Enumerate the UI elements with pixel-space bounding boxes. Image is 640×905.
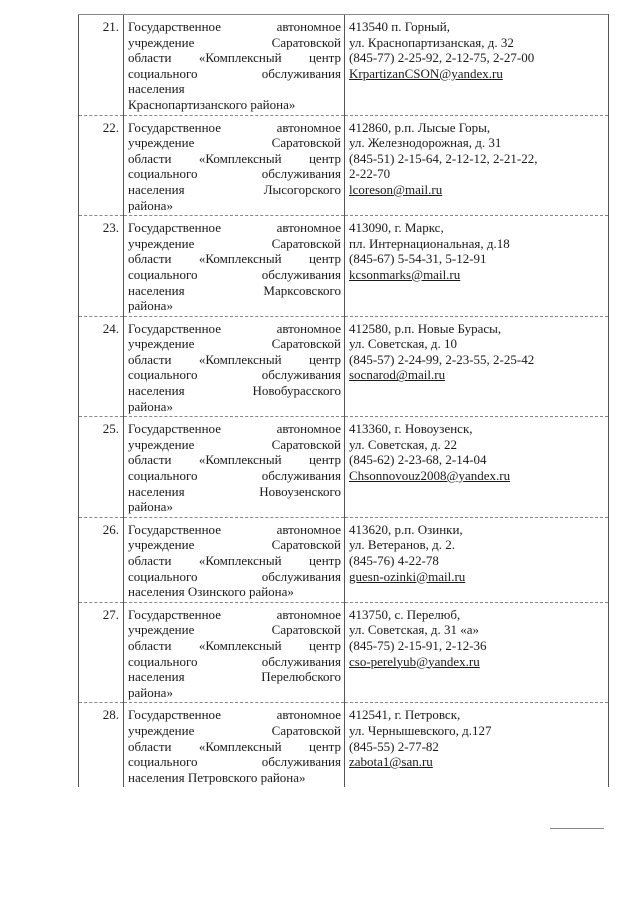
- contact-info-cell: [345, 517, 609, 602]
- contact-line: (845-77) 2-25-92, 2-12-75, 2-27-00: [349, 50, 535, 66]
- contact-line: ул. Краснопартизанская, д. 32: [349, 34, 514, 50]
- organization-name-line: района»: [128, 499, 173, 515]
- email-link[interactable]: guesn-ozinki@mail.ru: [349, 568, 466, 584]
- row-number: 24.: [79, 316, 124, 417]
- organization-name-line: области «Комплексный центр: [128, 150, 341, 166]
- organization-name-line: учреждение Саратовской: [128, 622, 341, 638]
- organization-name-line: Государственное автономное: [128, 421, 341, 437]
- organization-name-line: Государственное автономное: [128, 119, 341, 135]
- contact-line: (845-55) 2-77-82: [349, 738, 439, 754]
- contact-line: 413750, с. Перелюб,: [349, 606, 461, 622]
- email-link[interactable]: zabota1@san.ru: [349, 754, 433, 770]
- row-number: 22.: [79, 115, 124, 216]
- organization-name-line: населения Новоузенского: [128, 483, 341, 499]
- contact-line: 413540 п. Горный,: [349, 19, 450, 34]
- contact-info-cell: [345, 216, 609, 317]
- organization-name-line: социального обслуживания: [128, 468, 341, 484]
- contact-line: ул. Ветеранов, д. 2.: [349, 537, 456, 553]
- table-row: [79, 115, 609, 216]
- organization-name-line: Государственное автономное: [128, 19, 341, 34]
- contact-line: ул. Советская, д. 22: [349, 436, 458, 452]
- organization-name-line: учреждение Саратовской: [128, 235, 341, 251]
- organization-name-line: Государственное автономное: [128, 320, 341, 336]
- contact-line: ул. Чернышевского, д.127: [349, 722, 492, 738]
- organization-name-cell: [124, 15, 345, 116]
- organization-name-line: Государственное автономное: [128, 707, 341, 723]
- organization-name-line: социального обслуживания: [128, 653, 341, 669]
- contact-line: ул. Железнодорожная, д. 31: [349, 135, 502, 151]
- organization-name-line: населения Марксовского: [128, 282, 341, 298]
- organization-name-cell: [124, 602, 345, 703]
- organization-name-line: района»: [128, 398, 173, 414]
- contact-line: (845-57) 2-24-99, 2-23-55, 2-25-42: [349, 351, 535, 367]
- organization-name-line: населения: [128, 81, 185, 97]
- organization-name-cell: [124, 216, 345, 317]
- contact-info-cell: [345, 316, 609, 417]
- organization-name-cell: [124, 417, 345, 518]
- contact-line: (845-76) 4-22-78: [349, 553, 439, 568]
- organization-name-cell: [124, 703, 345, 787]
- organization-name-line: населения Перелюбского: [128, 669, 341, 685]
- organization-name-line: области «Комплексный центр: [128, 553, 341, 568]
- organization-name-line: Государственное автономное: [128, 220, 341, 236]
- organization-name-line: социального обслуживания: [128, 754, 341, 770]
- contact-line: 413360, г. Новоузенск,: [349, 421, 473, 437]
- email-link[interactable]: kcsonmarks@mail.ru: [349, 266, 461, 282]
- organization-name-line: учреждение Саратовской: [128, 436, 341, 452]
- organization-name-line: социального обслуживания: [128, 166, 341, 182]
- email-link[interactable]: Chsonnovouz2008@yandex.ru: [349, 468, 511, 484]
- organization-name-line: учреждение Саратовской: [128, 34, 341, 50]
- organization-name-line: учреждение Саратовской: [128, 537, 341, 553]
- organization-name-cell: [124, 316, 345, 417]
- contact-info-cell: [345, 703, 609, 787]
- organization-name-line: области «Комплексный центр: [128, 452, 341, 468]
- contact-line: 413620, р.п. Озинки,: [349, 521, 463, 537]
- contact-line: (845-67) 5-54-31, 5-12-91: [349, 251, 487, 267]
- organization-name-line: области «Комплексный центр: [128, 637, 341, 653]
- row-number: 27.: [79, 602, 124, 703]
- organization-name-line: социального обслуживания: [128, 367, 341, 383]
- table-row: [79, 216, 609, 317]
- organization-name-line: области «Комплексный центр: [128, 50, 341, 66]
- contact-line: пл. Интернациональная, д.18: [349, 235, 510, 251]
- contact-line: (845-75) 2-15-91, 2-12-36: [349, 637, 487, 653]
- organization-name-line: Краснопартизанского района»: [128, 96, 296, 112]
- contact-line: ул. Советская, д. 31 «а»: [349, 622, 480, 638]
- row-number: 28.: [79, 703, 124, 787]
- organization-name-line: учреждение Саратовской: [128, 135, 341, 151]
- organization-name-line: области «Комплексный центр: [128, 738, 341, 754]
- organization-name-line: района»: [128, 197, 173, 213]
- organization-name-cell: [124, 517, 345, 602]
- row-number: 23.: [79, 216, 124, 317]
- email-link[interactable]: lcoreson@mail.ru: [349, 181, 443, 197]
- contact-line: 2-22-70: [349, 166, 391, 182]
- organization-name-line: населения Лысогорского: [128, 181, 341, 197]
- organization-name-line: населения Озинского района»: [128, 584, 294, 600]
- row-number: 21.: [79, 15, 124, 116]
- contact-line: 412580, р.п. Новые Бурасы,: [349, 320, 502, 336]
- contact-line: (845-51) 2-15-64, 2-12-12, 2-21-22,: [349, 150, 538, 166]
- organization-name-line: области «Комплексный центр: [128, 351, 341, 367]
- table-row: [79, 417, 609, 518]
- contact-line: 412541, г. Петровск,: [349, 707, 461, 723]
- organization-name-line: учреждение Саратовской: [128, 722, 341, 738]
- email-link[interactable]: KrpartizanCSON@yandex.ru: [349, 65, 503, 81]
- contact-line: ул. Советская, д. 10: [349, 336, 458, 352]
- row-number: 25.: [79, 417, 124, 518]
- contact-line: (845-62) 2-23-68, 2-14-04: [349, 452, 487, 468]
- institutions-table-body: [79, 15, 609, 788]
- organization-name-line: социального обслуживания: [128, 65, 341, 81]
- organization-name-line: Государственное автономное: [128, 606, 341, 622]
- contact-info-cell: [345, 115, 609, 216]
- contact-info-cell: [345, 15, 609, 116]
- organization-name-cell: [124, 115, 345, 216]
- table-row: [79, 703, 609, 787]
- organization-name-line: учреждение Саратовской: [128, 336, 341, 352]
- row-number: 26.: [79, 517, 124, 602]
- organization-name-line: области «Комплексный центр: [128, 251, 341, 267]
- contact-info-cell: [345, 417, 609, 518]
- email-link[interactable]: cso-perelyub@yandex.ru: [349, 653, 480, 669]
- contact-line: 413090, г. Маркс,: [349, 220, 444, 236]
- table-row: [79, 316, 609, 417]
- contact-line: 412860, р.п. Лысые Горы,: [349, 119, 491, 135]
- institutions-table: [78, 14, 609, 787]
- table-row: [79, 602, 609, 703]
- organization-name-line: социального обслуживания: [128, 266, 341, 282]
- bottom-right-rule: [550, 828, 604, 829]
- table-row: [79, 15, 609, 116]
- contact-info-cell: [345, 602, 609, 703]
- organization-name-line: населения Новобурасского: [128, 383, 341, 399]
- organization-name-line: населения Петровского района»: [128, 769, 306, 785]
- organization-name-line: Государственное автономное: [128, 521, 341, 537]
- table-row: [79, 517, 609, 602]
- organization-name-line: района»: [128, 684, 173, 700]
- organization-name-line: района»: [128, 298, 173, 314]
- organization-name-line: социального обслуживания: [128, 568, 341, 584]
- email-link[interactable]: socnarod@mail.ru: [349, 367, 446, 383]
